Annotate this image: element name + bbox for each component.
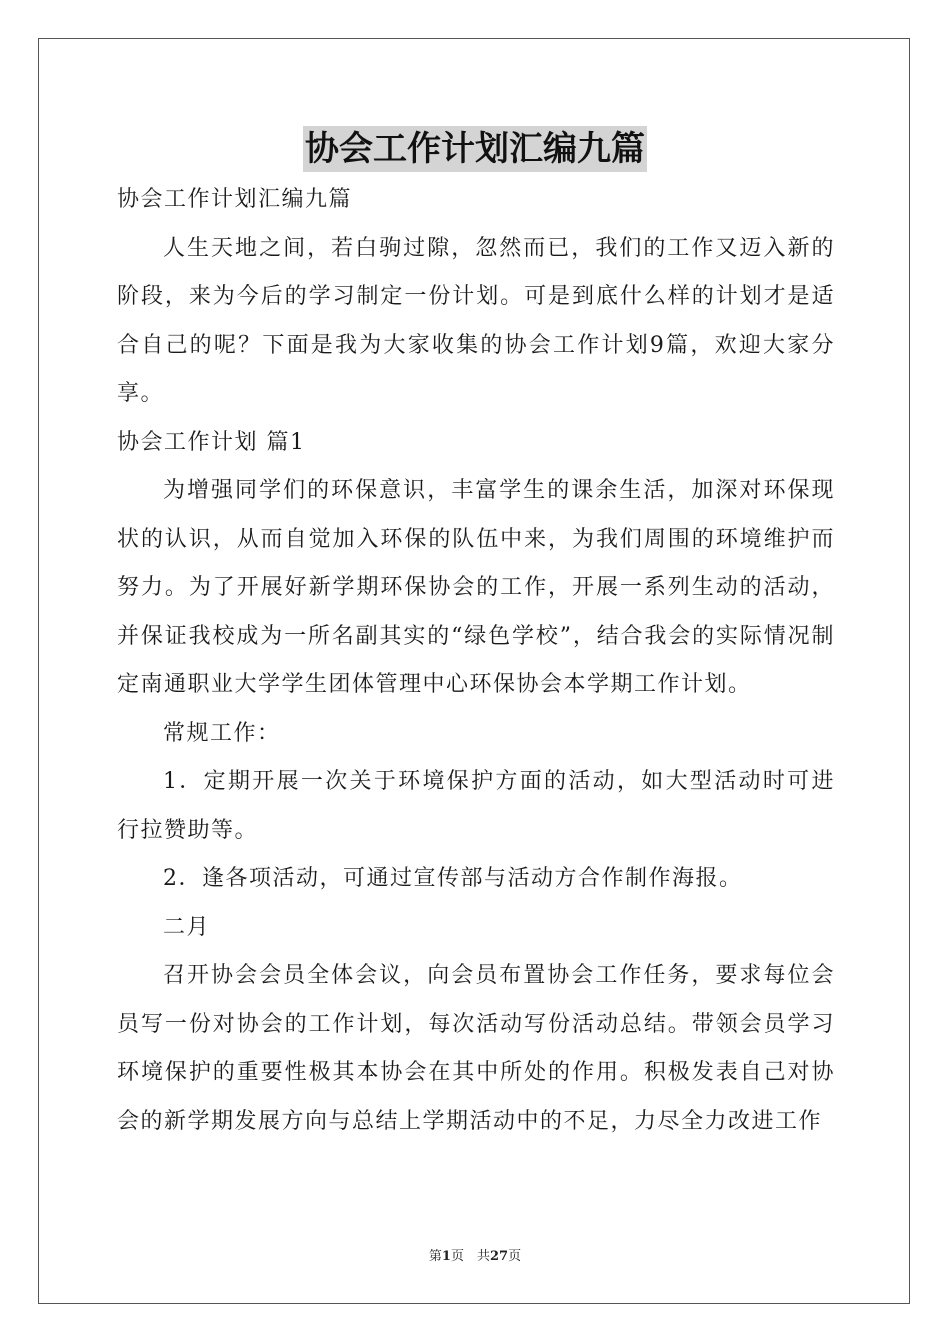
routine-item-2: 2．逢各项活动，可通过宣传部与活动方合作制作海报。 xyxy=(163,866,743,891)
month-paragraph: 召开协会会员全体会议，向会员布置协会工作任务，要求每位会员写一份对协会的工作计划，每次活动写份活动总结。带领会员学习环境保护的重要性极其本协会在其中所处的作用。积极发表自己对协会的新学期发展方向与总结上学期活动中的不足，力尽全力改进工作 xyxy=(117,963,835,1134)
page-footer xyxy=(0,1245,950,1264)
document-body xyxy=(117,176,835,1146)
document-title: 协会工作计划汇编九篇 xyxy=(303,126,647,172)
title-container xyxy=(0,126,950,172)
document-subtitle: 协会工作计划汇编九篇 xyxy=(117,187,353,212)
section-paragraph: 为增强同学们的环保意识，丰富学生的课余生活，加深对环保现状的认识，从而自觉加入环保的队伍中来，为我们周围的环境维护而努力。为了开展好新学期环保协会的工作，开展一系列生动的活动，并保证我校成为一所名副其实的“绿色学校”，结合我会的实际情况制定南通职业大学学生团体管理中心环保协会本学期工作计划。 xyxy=(117,478,835,697)
footer-total-pages: 27 xyxy=(489,1249,509,1264)
intro-paragraph: 人生天地之间，若白驹过隙，忽然而已，我们的工作又迈入新的阶段，来为今后的学习制定一份计划。可是到底什么样的计划才是适合自己的呢？下面是我为大家收集的协会工作计划9篇，欢迎大家分享。 xyxy=(117,235,835,406)
section-heading: 协会工作计划 篇1 xyxy=(117,429,306,455)
footer-page-suffix: 页 共 xyxy=(450,1249,490,1264)
routine-item-1: 1．定期开展一次关于环境保护方面的活动，如大型活动时可进行拉赞助等。 xyxy=(117,769,835,843)
footer-prefix: 第 xyxy=(428,1249,442,1264)
footer-total-suffix: 页 xyxy=(508,1249,522,1264)
month-label: 二月 xyxy=(163,914,211,940)
footer-page-number: 1 xyxy=(441,1249,451,1264)
routine-label: 常规工作： xyxy=(163,720,281,746)
